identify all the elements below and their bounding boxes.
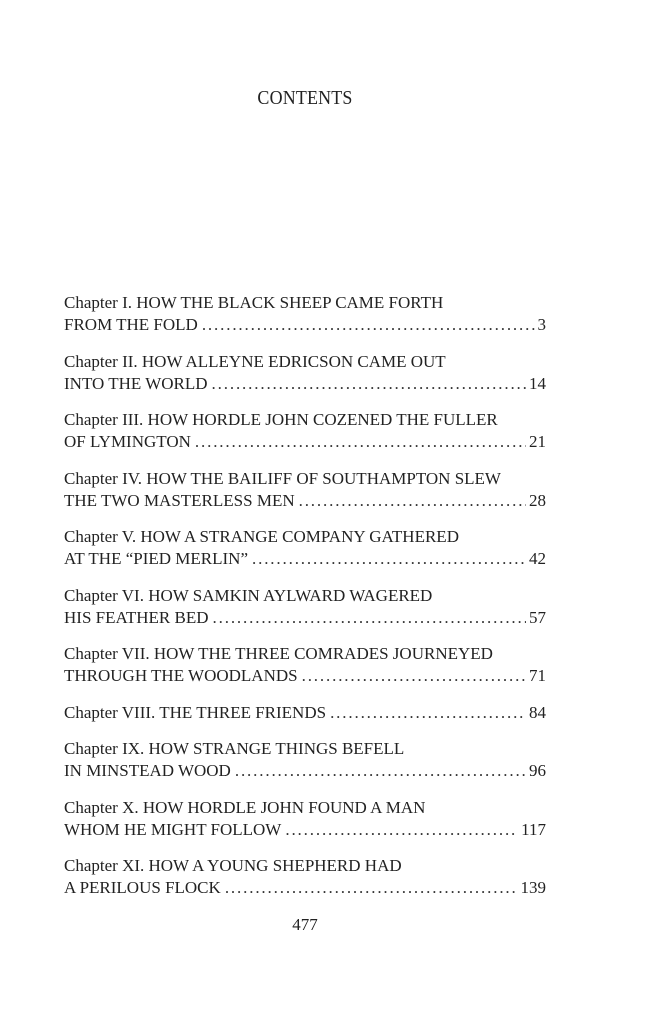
- dot-leader: [252, 548, 526, 570]
- toc-entry-title-cont: Chapter VIII. THE THREE FRIENDS: [64, 702, 327, 722]
- toc-entry-page: 139: [520, 878, 546, 897]
- toc-entry[interactable]: [64, 585, 546, 629]
- toc-entry-leader-line: [64, 373, 546, 395]
- toc-entry[interactable]: [64, 702, 546, 724]
- toc-entry[interactable]: [64, 409, 546, 453]
- toc-entry-leader-line: [64, 431, 546, 453]
- toc-entry[interactable]: [64, 855, 546, 899]
- toc-entry-page: 71: [529, 666, 546, 685]
- toc-entry-leader-line: [64, 607, 546, 629]
- page-number: 477: [292, 915, 318, 934]
- toc-entry-leader-line: [64, 702, 546, 724]
- dot-leader: [299, 490, 526, 512]
- toc-entry-title-line: Chapter I. HOW THE BLACK SHEEP CAME FORTH: [64, 293, 444, 312]
- toc-entry-title-line: Chapter VI. HOW SAMKIN AYLWARD WAGERED: [64, 585, 433, 605]
- toc-entry-page: 3: [537, 315, 546, 334]
- toc-entry[interactable]: [64, 292, 546, 336]
- toc-entry-leader-line: [64, 665, 546, 687]
- toc-entry-title-cont: AT THE “PIED MERLIN”: [64, 549, 248, 568]
- toc-entry[interactable]: [64, 643, 546, 687]
- toc-entry[interactable]: [64, 738, 546, 782]
- dot-leader: [225, 877, 518, 899]
- toc-entry-title-cont: THE TWO MASTERLESS MEN: [64, 490, 295, 510]
- toc-entry-page: 28: [529, 490, 546, 510]
- dot-leader: [195, 431, 526, 453]
- dot-leader: [212, 373, 526, 395]
- toc-entry-title-line: Chapter II. HOW ALLEYNE EDRICSON CAME OUT: [64, 351, 446, 371]
- toc-entry-page: 21: [529, 432, 546, 451]
- toc-entry-page: 84: [529, 702, 546, 722]
- toc-entry-page: 14: [529, 373, 546, 393]
- dot-leader: [285, 819, 518, 841]
- toc-entry-title-line: Chapter IV. HOW THE BAILIFF OF SOUTHAMPTON SLEW: [64, 468, 501, 488]
- toc-entry-leader-line: [64, 548, 546, 570]
- toc-entry-title-cont: A PERILOUS FLOCK: [64, 878, 221, 897]
- toc-entry-title-cont: THROUGH THE WOODLANDS: [64, 666, 298, 685]
- toc-entry-page: 57: [529, 607, 546, 627]
- toc-entry[interactable]: [64, 797, 546, 841]
- toc-entry-leader-line: [64, 819, 546, 841]
- dot-leader: [302, 665, 526, 687]
- toc-entry-title-line: Chapter V. HOW A STRANGE COMPANY GATHERED: [64, 527, 459, 546]
- toc-entry-leader-line: [64, 314, 546, 336]
- toc-entry-title-cont: OF LYMINGTON: [64, 432, 191, 451]
- toc-entry-title-cont: FROM THE FOLD: [64, 315, 198, 334]
- toc-entry-title-line: Chapter XI. HOW A YOUNG SHEPHERD HAD: [64, 856, 402, 875]
- toc-entry[interactable]: [64, 351, 546, 395]
- table-of-contents: [64, 292, 546, 914]
- toc-entry-page: 42: [529, 549, 546, 568]
- dot-leader: [330, 702, 526, 724]
- toc-entry-title-line: Chapter III. HOW HORDLE JOHN COZENED THE FULLER: [64, 410, 498, 429]
- toc-entry-leader-line: [64, 490, 546, 512]
- dot-leader: [213, 607, 526, 629]
- toc-entry-page: 117: [521, 819, 546, 839]
- toc-entry-leader-line: [64, 760, 546, 782]
- toc-entry-title-cont: IN MINSTEAD WOOD: [64, 761, 231, 780]
- toc-entry-title-cont: INTO THE WORLD: [64, 373, 208, 393]
- toc-entry-title-cont: HIS FEATHER BED: [64, 607, 209, 627]
- dot-leader: [202, 314, 535, 336]
- toc-entry-title-line: Chapter X. HOW HORDLE JOHN FOUND A MAN: [64, 797, 426, 817]
- toc-entry-leader-line: [64, 877, 546, 899]
- toc-entry-title-cont: WHOM HE MIGHT FOLLOW: [64, 819, 282, 839]
- toc-entry-title-line: Chapter IX. HOW STRANGE THINGS BEFELL: [64, 739, 405, 758]
- toc-entry[interactable]: [64, 468, 546, 512]
- toc-entry[interactable]: [64, 526, 546, 570]
- page-title: CONTENTS: [257, 88, 353, 109]
- dot-leader: [235, 760, 526, 782]
- toc-entry-title-line: Chapter VII. HOW THE THREE COMRADES JOURNEYED: [64, 644, 493, 663]
- toc-entry-page: 96: [529, 761, 546, 780]
